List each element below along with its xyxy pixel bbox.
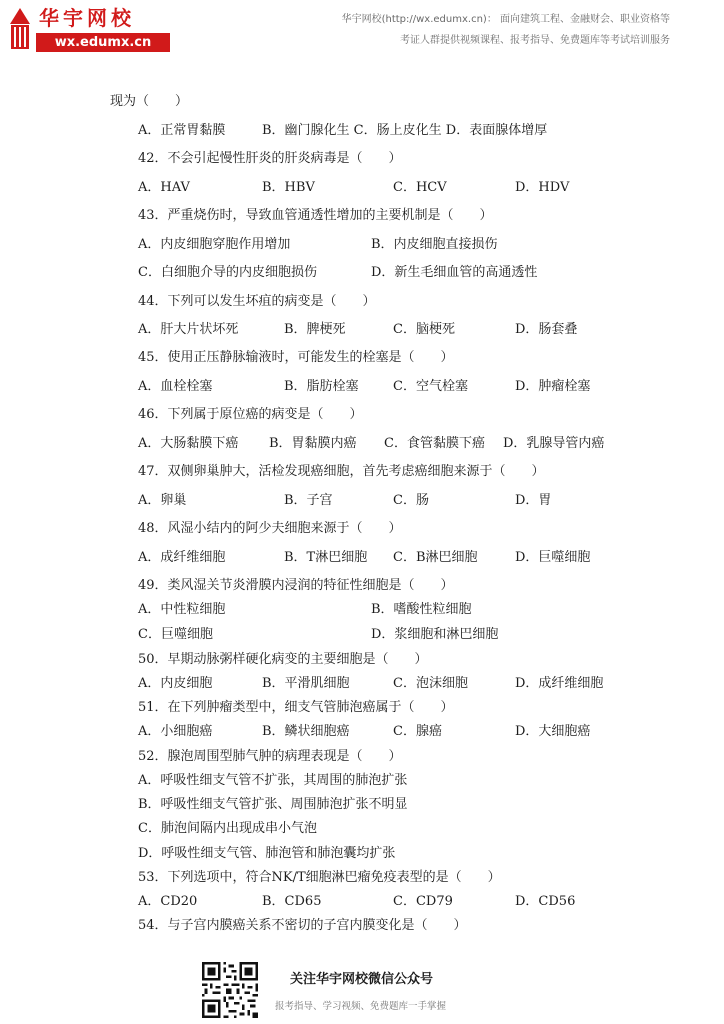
q42-option-c: C．HCV	[393, 180, 447, 195]
q50-stem: 50．早期动脉粥样硬化病变的主要细胞是（ ）	[138, 652, 428, 667]
q49-option-d: D．浆细胞和淋巴细胞	[371, 627, 499, 642]
q42-option-d: D．HDV	[515, 180, 570, 195]
q48-option-d: D．巨噬细胞	[515, 550, 591, 565]
header-tagline-1: 华宇网校(http://wx.edumx.cn)： 面向建筑工程、金融财会、职业资格等	[341, 14, 670, 25]
q48-option-a: A．成纤维细胞	[138, 550, 226, 565]
footer-title: 关注华宇网校微信公众号	[290, 972, 434, 987]
q49-stem: 49．类风湿关节炎滑膜内浸润的特征性细胞是（ ）	[138, 578, 454, 593]
q47-stem: 47．双侧卵巢肿大，活检发现癌细胞，首先考虑癌细胞来源于（ ）	[138, 464, 545, 479]
q50-option-a: A．内皮细胞	[138, 676, 213, 691]
q45-option-d: D．肿瘤栓塞	[515, 379, 591, 394]
q45-option-a: A．血栓栓塞	[138, 379, 213, 394]
qr-code-icon[interactable]	[202, 962, 258, 1018]
q45-option-c: C．空气栓塞	[393, 379, 468, 394]
q49-option-c: C．巨噬细胞	[138, 627, 213, 642]
q44-option-c: C．脑梗死	[393, 322, 455, 337]
q53-option-b: B．CD65	[262, 894, 322, 909]
q51-stem: 51．在下列肿瘤类型中，细支气管肺泡癌属于（ ）	[138, 700, 454, 715]
q50-option-b: B．平滑肌细胞	[262, 676, 350, 691]
q51-option-c: C．腺癌	[393, 724, 442, 739]
question-stem-continued: 现为（ ）	[110, 94, 189, 109]
q50-option-c: C．泡沫细胞	[393, 676, 468, 691]
q54-stem: 54．与子宫内膜癌关系不密切的子宫内膜变化是（ ）	[138, 918, 467, 933]
logo-text: 华宇网校	[39, 6, 135, 30]
q44-option-d: D．肠套叠	[515, 322, 578, 337]
q52-option-d: D．呼吸性细支气管、肺泡管和肺泡囊均扩张	[138, 846, 396, 861]
q52-stem: 52．腺泡周围型肺气肿的病理表现是（ ）	[138, 749, 402, 764]
q48-stem: 48．风湿小结内的阿少夫细胞来源于（ ）	[138, 521, 402, 536]
q53-option-a: A．CD20	[138, 894, 198, 909]
q50-option-d: D．成纤维细胞	[515, 676, 604, 691]
q44-option-b: B．脾梗死	[284, 322, 346, 337]
q46-stem: 46．下列属于原位癌的病变是（ ）	[138, 407, 363, 422]
q43-option-b: B．内皮细胞直接损伤	[371, 237, 498, 252]
q42-stem: 42．不会引起慢性肝炎的肝炎病毒是（ ）	[138, 151, 402, 166]
q51-option-d: D．大细胞癌	[515, 724, 591, 739]
q41-option-a: A．正常胃黏膜	[138, 123, 226, 138]
q47-option-d: D．胃	[515, 493, 552, 508]
footer-subtitle: 报考指导、学习视频、免费题库一手掌握	[275, 1001, 447, 1012]
page-footer	[0, 958, 724, 1024]
q41-option-bcd: B．幽门腺化生 C．肠上皮化生 D．表面腺体增厚	[262, 123, 548, 138]
q52-option-c: C．肺泡间隔内出现成串小气泡	[138, 821, 317, 836]
q52-option-b: B．呼吸性细支气管扩张、周围肺泡扩张不明显	[138, 797, 408, 812]
q43-option-a: A．内皮细胞穿胞作用增加	[138, 237, 291, 252]
header-tagline-2: 考证人群提供视频课程、报考指导、免费题库等考试培训服务	[400, 35, 670, 46]
q46-option-b: B．胃黏膜内癌	[269, 436, 357, 451]
q49-option-a: A．中性粒细胞	[138, 602, 226, 617]
q48-option-c: C．B淋巴细胞	[393, 550, 478, 565]
q43-stem: 43．严重烧伤时，导致血管通透性增加的主要机制是（ ）	[138, 208, 493, 223]
q47-option-b: B．子宫	[284, 493, 333, 508]
q47-option-c: C．肠	[393, 493, 429, 508]
q46-option-c: C．食管黏膜下癌	[384, 436, 485, 451]
q47-option-a: A．卵巢	[138, 493, 187, 508]
q43-option-d: D．新生毛细血管的高通透性	[371, 265, 538, 280]
q44-stem: 44．下列可以发生坏疽的病变是（ ）	[138, 294, 376, 309]
q51-option-b: B．鳞状细胞癌	[262, 724, 350, 739]
q45-stem: 45．使用正压静脉输液时，可能发生的栓塞是（ ）	[138, 350, 454, 365]
q52-option-a: A．呼吸性细支气管不扩张，其周围的肺泡扩张	[138, 773, 408, 788]
q42-option-b: B．HBV	[262, 180, 315, 195]
q53-stem: 53．下列选项中，符合NK/T细胞淋巴瘤免疫表型的是（ ）	[138, 870, 501, 885]
q45-option-b: B．脂肪栓塞	[284, 379, 359, 394]
q51-option-a: A．小细胞癌	[138, 724, 213, 739]
q42-option-a: A．HAV	[138, 180, 190, 195]
q44-option-a: A．肝大片状坏死	[138, 322, 239, 337]
q53-option-d: D．CD56	[515, 894, 576, 909]
q49-option-b: B．嗜酸性粒细胞	[371, 602, 472, 617]
q46-option-a: A．大肠黏膜下癌	[138, 436, 239, 451]
q48-option-b: B．T淋巴细胞	[284, 550, 368, 565]
logo-url: wx.edumx.cn	[36, 33, 170, 52]
q43-option-c: C．白细胞介导的内皮细胞损伤	[138, 265, 317, 280]
q53-option-c: C．CD79	[393, 894, 453, 909]
q46-option-d: D．乳腺导管内癌	[503, 436, 605, 451]
